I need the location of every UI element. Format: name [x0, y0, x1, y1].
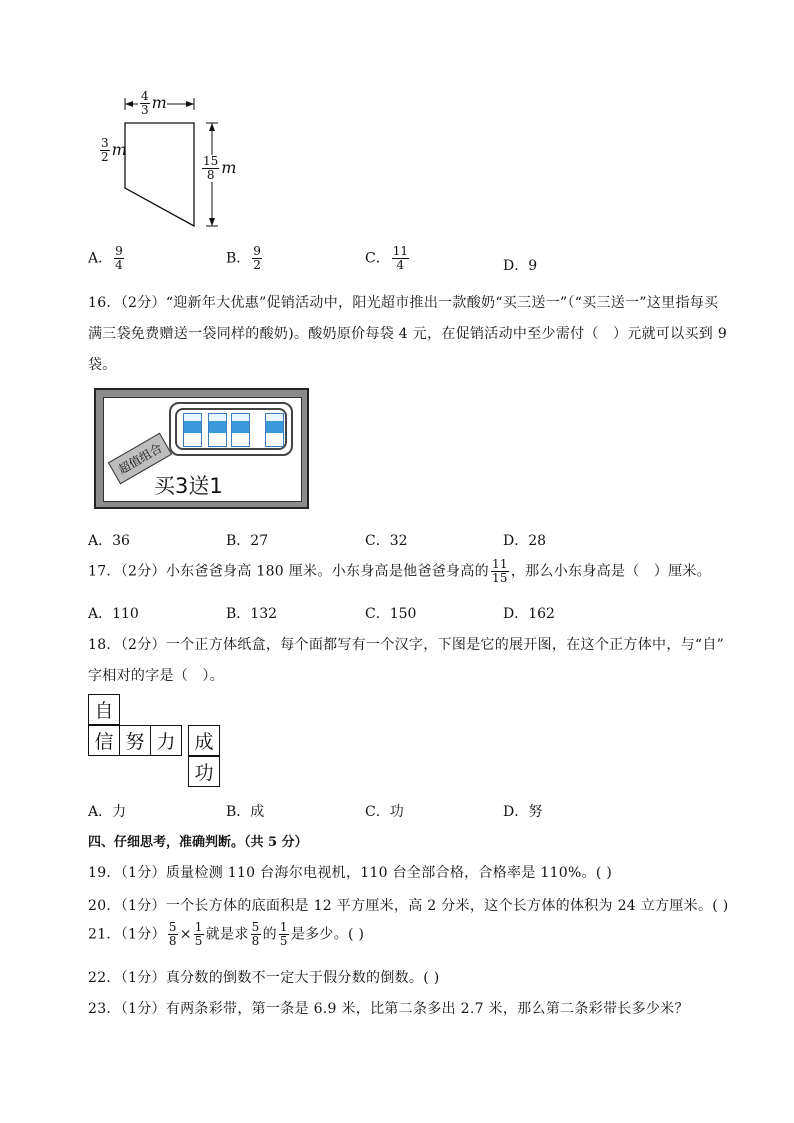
promo-image: [94, 388, 309, 509]
net-cell: 力: [150, 725, 182, 756]
q16-option-c[interactable]: C．32: [365, 533, 408, 549]
q18-option-b[interactable]: B．成: [226, 804, 265, 820]
q16-option-a[interactable]: A．36: [88, 533, 130, 549]
net-cell: 成: [188, 725, 220, 756]
net-cell: 功: [188, 756, 220, 787]
bundle-tag: 超值组合: [108, 433, 172, 485]
section-heading: 四、仔细思考，准确判断。（共 5 分）: [88, 835, 308, 850]
q18-line-2: 字相对的字是（ ）。: [88, 668, 224, 684]
q16-option-d[interactable]: D．28: [503, 533, 547, 549]
q23: 23．（1分）有两条彩带，第一条是 6.9 米，比第二条多出 2.7 米，那么第二条彩带长多少米？: [88, 1001, 689, 1017]
yogurt-carton-icon: [208, 413, 227, 447]
q17-option-a[interactable]: A．110: [88, 606, 139, 622]
right-dimension-label: $\frac{15}{8}$ m: [200, 155, 236, 182]
q16-line-1: 16．（2分）“迎新年大优惠”促销活动中，阳光超市推出一款酸奶“买三送一”（“买三送一”这里指每买: [88, 295, 719, 311]
yogurt-tray: [169, 402, 293, 456]
promo-text: 买3送1: [154, 474, 223, 498]
top-dimension-label: $\frac{4}{3}$ m: [138, 90, 167, 117]
q18-line-1: 18．（2分）一个正方体纸盒，每个面都写有一个汉字，下图是它的展开图，在这个正方体中，与“自”: [88, 637, 725, 653]
q17-option-b[interactable]: B．132: [226, 606, 278, 622]
q20: 20．（1分）一个长方体的底面积是 12 平方厘米，高 2 分米，这个长方体的体积为 24 立方厘米。( ): [88, 898, 729, 914]
q16-line-2: 满三袋免费赠送一袋同样的酸奶)。酸奶原价每袋 4 元，在促销活动中至少需付（ ）元就可以买到 9: [88, 326, 728, 342]
net-cell: 信: [88, 725, 120, 756]
net-cell: 努: [119, 725, 151, 756]
q22: 22．（1分）真分数的倒数不一定大于假分数的倒数。( ): [88, 970, 440, 986]
q17-option-c[interactable]: C．150: [365, 606, 417, 622]
q17-option-d[interactable]: D．162: [503, 606, 555, 622]
q16-line-3: 袋。: [88, 357, 117, 373]
q16-option-b[interactable]: B．27: [226, 533, 269, 549]
trapezoid-shape: [125, 123, 194, 226]
yogurt-carton-icon: [231, 413, 250, 447]
q15-option-a[interactable]: A． $\frac{9}{4}$: [88, 244, 123, 272]
q15-option-c[interactable]: C． $\frac{11}{4}$: [365, 244, 408, 272]
q18-option-a[interactable]: A．力: [88, 804, 127, 820]
q19: 19．（1分）质量检测 110 台海尔电视机，110 台全部合格，合格率是 110%。( ): [88, 865, 613, 881]
q15-option-d[interactable]: D．9: [503, 258, 538, 274]
q21: 21．（1分） $\frac{5}{8}$ × $\frac{1}{5}$ 就是求 $\frac{5}{8}$ 的 $\frac{1}{5}$ 是多少。( ): [88, 920, 365, 948]
yogurt-carton-icon: [183, 413, 202, 447]
q17-question: 17．（2分）小东爸爸身高 180 厘米。小东身高是他爸爸身高的 $\frac{11}{15}$ ，那么小东身高是（ ）厘米。: [88, 557, 712, 585]
q18-option-c[interactable]: C．功: [365, 804, 404, 820]
net-cell: 自: [88, 694, 120, 725]
q18-option-d[interactable]: D．努: [503, 804, 543, 820]
left-dimension-label: $\frac{3}{2}$ m: [101, 136, 127, 164]
yogurt-carton-icon: [265, 413, 284, 447]
q15-option-b[interactable]: B． $\frac{9}{2}$: [226, 244, 261, 272]
